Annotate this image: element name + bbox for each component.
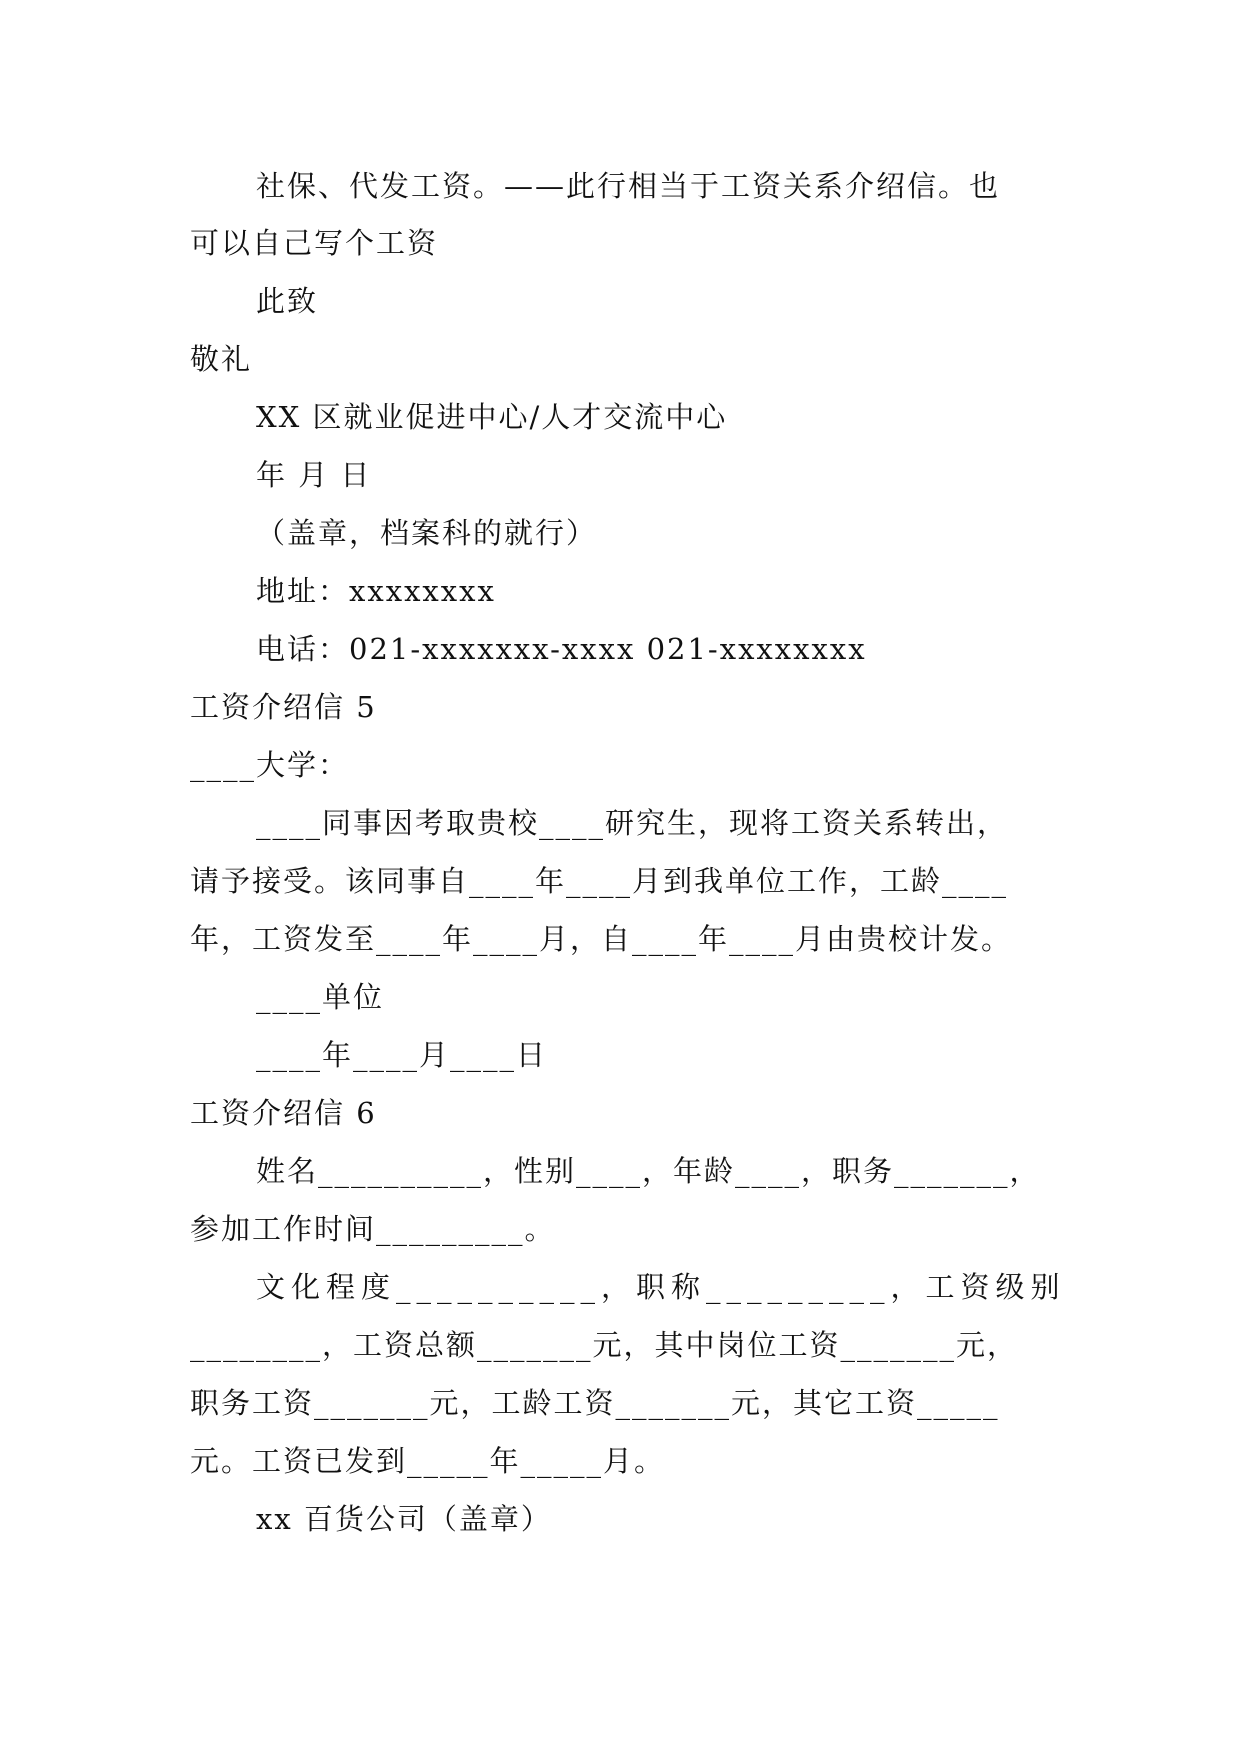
text-line: 社保、代发工资。——此行相当于工资关系介绍信。也 — [256, 169, 1001, 203]
text-line: 元。工资已发到_____年_____月。 — [190, 1444, 666, 1478]
text-line: 年，工资发至____年____月，自____年____月由贵校计发。 — [190, 922, 1013, 956]
text-line: ________，工资总额_______元，其中岗位工资_______元， — [190, 1328, 1019, 1362]
text-line: （盖章，档案科的就行） — [256, 516, 598, 550]
text-line: 请予接受。该同事自____年____月到我单位工作，工龄____ — [190, 864, 1009, 898]
text-line: 电话：021-xxxxxxx-xxxx 021-xxxxxxxx — [256, 632, 867, 666]
text-line: 此致 — [256, 284, 319, 318]
section-heading: 工资介绍信 5 — [190, 690, 377, 724]
text-line: 文化程度__________，职称_________，工资级别 — [256, 1270, 1066, 1304]
text-line: ____大学： — [190, 748, 350, 782]
text-line: 可以自己写个工资 — [190, 226, 439, 260]
text-line: 敬礼 — [190, 342, 253, 376]
text-line: XX 区就业促进中心/人才交流中心 — [256, 400, 728, 434]
text-line: 参加工作时间_________。 — [190, 1212, 556, 1246]
section-heading: 工资介绍信 6 — [190, 1096, 377, 1130]
text-line: ____单位 — [256, 980, 385, 1014]
text-line: xx 百货公司（盖章） — [256, 1502, 552, 1536]
text-line: 地址：xxxxxxxx — [256, 574, 496, 608]
text-line: ____年____月____日 — [256, 1038, 548, 1072]
text-line: ____同事因考取贵校____研究生，现将工资关系转出， — [256, 806, 1009, 840]
text-line: 姓名__________，性别____，年龄____，职务_______， — [256, 1154, 1041, 1188]
text-line: 职务工资_______元，工龄工资_______元，其它工资_____ — [190, 1386, 1000, 1420]
text-line: 年 月 日 — [256, 458, 372, 492]
